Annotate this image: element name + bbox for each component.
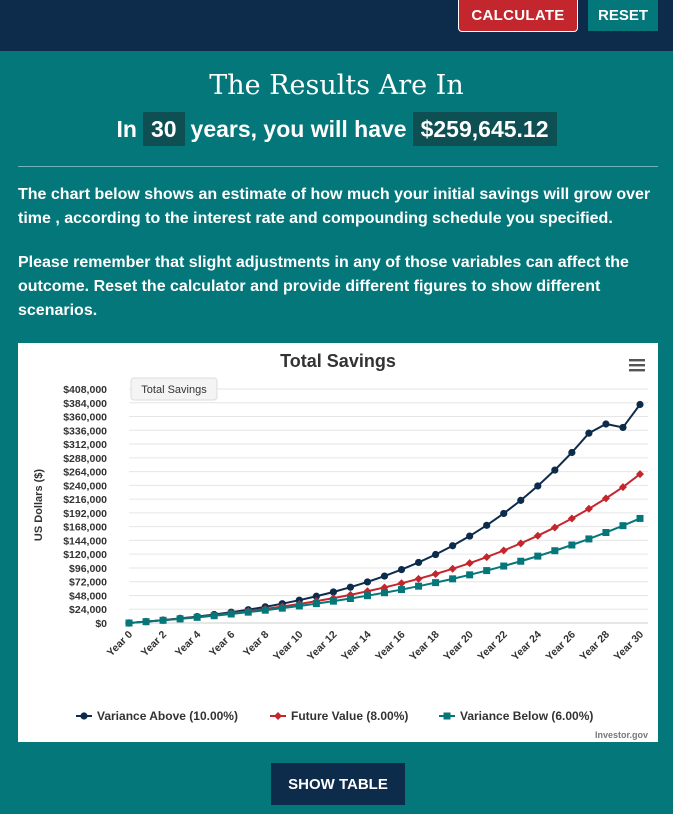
chart-title: Total Savings [280, 351, 396, 371]
data-point [398, 566, 405, 573]
y-tick-label: $144,000 [63, 535, 107, 548]
results-middle: years, you will have [190, 115, 407, 142]
x-tick-label: Year 4 [172, 628, 204, 660]
data-point [517, 497, 524, 504]
data-point [313, 600, 320, 607]
x-tick-label: Year 10 [270, 628, 306, 664]
reset-note: Please remember that slight adjustments in any of those variables can affect the outcome. Reset the calculator and provide different figures to show different scenarios. [18, 254, 629, 319]
total-amount: $259,645.12 [413, 112, 557, 146]
chart-credit[interactable]: Investor.gov [594, 730, 648, 740]
data-point [364, 578, 371, 585]
series-1 [125, 470, 644, 627]
y-tick-label: $72,000 [69, 576, 107, 589]
y-tick-label: $216,000 [63, 494, 107, 507]
data-point [585, 430, 592, 437]
data-point [637, 515, 644, 522]
data-point [483, 522, 490, 529]
x-tick-label: Year 0 [104, 628, 136, 660]
data-point [347, 584, 354, 591]
data-point [568, 542, 575, 549]
data-point [551, 547, 558, 554]
data-point [177, 615, 184, 622]
data-point [245, 609, 252, 616]
calculate-button[interactable]: CALCULATE [458, 0, 578, 32]
y-tick-label: $336,000 [63, 425, 107, 438]
data-point [279, 605, 286, 612]
show-table-button[interactable]: SHOW TABLE [271, 763, 405, 805]
data-point [500, 563, 507, 570]
data-point [330, 598, 337, 605]
data-point [432, 551, 439, 558]
data-point [636, 401, 643, 408]
divider [18, 166, 658, 167]
x-tick-label: Year 28 [577, 628, 613, 664]
data-point [568, 449, 575, 456]
data-point [449, 575, 456, 582]
legend-item[interactable] [270, 709, 408, 723]
results-title: The Results Are In [209, 70, 464, 101]
x-tick-label: Year 24 [509, 628, 544, 664]
results-summary [0, 112, 673, 146]
x-tick-label: Year 14 [339, 628, 374, 664]
results-prefix: In [116, 115, 137, 142]
y-axis-label: US Dollars ($) [33, 468, 45, 542]
chart-description: The chart below shows an estimate of how much your initial savings will grow over time , according to the interest rate and compounding schedule you specified. [18, 186, 651, 227]
data-point [364, 592, 371, 599]
legend-label: Future Value (8.00%) [291, 709, 409, 723]
data-point [160, 617, 167, 624]
data-point [551, 466, 558, 473]
data-point [517, 558, 524, 565]
x-tick-label: Year 20 [441, 628, 476, 664]
legend-label: Variance Above (10.00%) [97, 709, 238, 723]
data-point [449, 542, 456, 549]
y-tick-label: $96,000 [69, 562, 107, 575]
data-point [449, 565, 457, 573]
legend-item[interactable] [76, 709, 238, 723]
data-point [415, 559, 422, 566]
legend-marker [274, 712, 282, 720]
data-point [466, 532, 473, 539]
series-line [129, 518, 640, 623]
y-tick-label: $24,000 [69, 604, 107, 617]
x-tick-label: Year 16 [373, 628, 408, 664]
legend-marker [444, 713, 451, 720]
data-point [143, 618, 150, 625]
y-tick-label: $0 [95, 618, 107, 630]
data-point [568, 515, 576, 523]
x-tick-label: Year 18 [407, 628, 442, 664]
x-tick-label: Year 6 [206, 628, 238, 660]
years-value: 30 [143, 112, 185, 146]
y-tick-label: $408,000 [63, 384, 107, 396]
legend-item[interactable] [439, 709, 593, 723]
savings-chart [18, 343, 658, 742]
data-point [381, 572, 388, 579]
x-tick-label: Year 12 [305, 628, 340, 664]
x-tick-label: Year 26 [543, 628, 578, 664]
data-point [415, 583, 422, 590]
data-point [211, 612, 218, 619]
legend-label: Variance Below (6.00%) [460, 709, 594, 723]
data-point [381, 589, 388, 596]
y-tick-label: $384,000 [63, 397, 107, 410]
data-point [228, 610, 235, 617]
x-tick-label: Year 2 [138, 628, 170, 660]
reset-button[interactable]: RESET [588, 0, 658, 31]
legend-marker [80, 712, 87, 719]
data-point [534, 553, 541, 560]
data-point [619, 424, 626, 431]
y-tick-label: $240,000 [63, 480, 107, 493]
data-point [432, 570, 440, 578]
y-tick-label: $288,000 [63, 452, 107, 465]
data-point [126, 620, 133, 627]
data-point [500, 510, 507, 517]
tooltip-text: Total Savings [141, 384, 207, 396]
data-point [602, 420, 609, 427]
data-point [602, 529, 609, 536]
series-2 [126, 515, 644, 627]
data-point [585, 535, 592, 542]
data-point [194, 614, 201, 621]
y-tick-label: $192,000 [63, 507, 107, 520]
data-point [432, 579, 439, 586]
y-tick-label: $120,000 [63, 549, 107, 562]
y-tick-label: $360,000 [63, 411, 107, 424]
y-tick-label: $312,000 [63, 439, 107, 452]
data-point [466, 571, 473, 578]
y-tick-label: $264,000 [63, 466, 107, 479]
y-tick-label: $48,000 [69, 590, 107, 603]
data-point [534, 532, 542, 540]
data-point [534, 482, 541, 489]
data-point [296, 602, 303, 609]
data-point [466, 559, 474, 567]
top-bar [0, 0, 673, 51]
data-point [262, 607, 269, 614]
menu-icon[interactable] [628, 357, 646, 375]
data-point [483, 567, 490, 574]
data-point [551, 523, 559, 531]
x-tick-label: Year 30 [611, 628, 647, 664]
y-tick-label: $168,000 [63, 521, 107, 534]
tooltip [131, 378, 217, 400]
x-tick-label: Year 22 [475, 628, 510, 664]
data-point [619, 522, 626, 529]
data-point [347, 595, 354, 602]
x-tick-label: Year 8 [241, 628, 272, 660]
data-point [398, 586, 405, 593]
chart-container [18, 343, 658, 742]
data-point [500, 547, 508, 555]
